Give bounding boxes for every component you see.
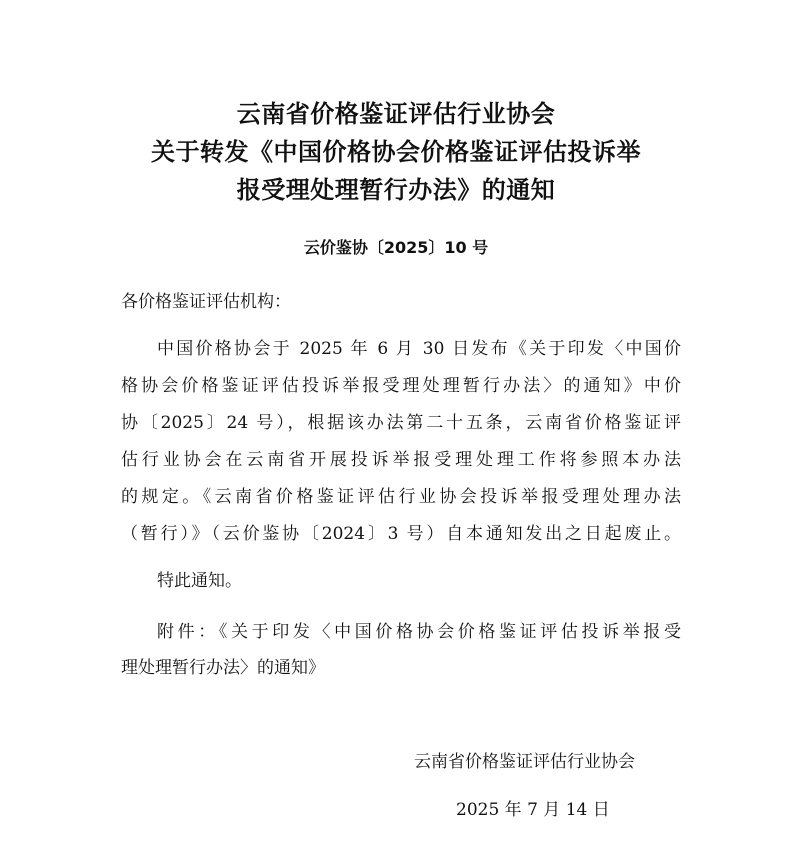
- closing-text: 特此通知。: [157, 571, 242, 591]
- body-line: 格协会价格鉴证评估投诉举报受理处理暂行办法〉的通知》中价: [121, 376, 681, 396]
- signature-date: 2025 年 7 月 14 日: [456, 800, 610, 820]
- title-line-3: 报受理处理暂行办法》的通知: [236, 176, 556, 204]
- title-line-2: 关于转发《中国价格协会价格鉴证评估投诉举: [151, 138, 641, 166]
- body-line: 估行业协会在云南省开展投诉举报受理处理工作将参照本办法: [121, 450, 681, 470]
- salutation: 各价格鉴证评估机构：: [121, 292, 291, 312]
- body-line: （暂行）》（云价鉴协〔2024〕3 号）自本通知发出之日起废止。: [121, 524, 681, 544]
- attachment-line: 附件：《关于印发〈中国价格协会价格鉴证评估投诉举报受: [157, 622, 681, 642]
- body-line: 协〔2025〕24 号），根据该办法第二十五条，云南省价格鉴证评: [121, 413, 681, 433]
- signature-organization: 云南省价格鉴证评估行业协会: [414, 752, 635, 772]
- document-number: 云价鉴协〔2025〕10 号: [303, 238, 489, 257]
- attachment-line: 理处理暂行办法〉的通知》: [121, 658, 325, 678]
- body-line: 中国价格协会于 2025 年 6 月 30 日发布《关于印发〈中国价: [157, 339, 681, 359]
- title-line-1: 云南省价格鉴证评估行业协会: [236, 100, 556, 128]
- body-line: 的规定。《云南省价格鉴证评估行业协会投诉举报受理处理办法: [121, 487, 681, 507]
